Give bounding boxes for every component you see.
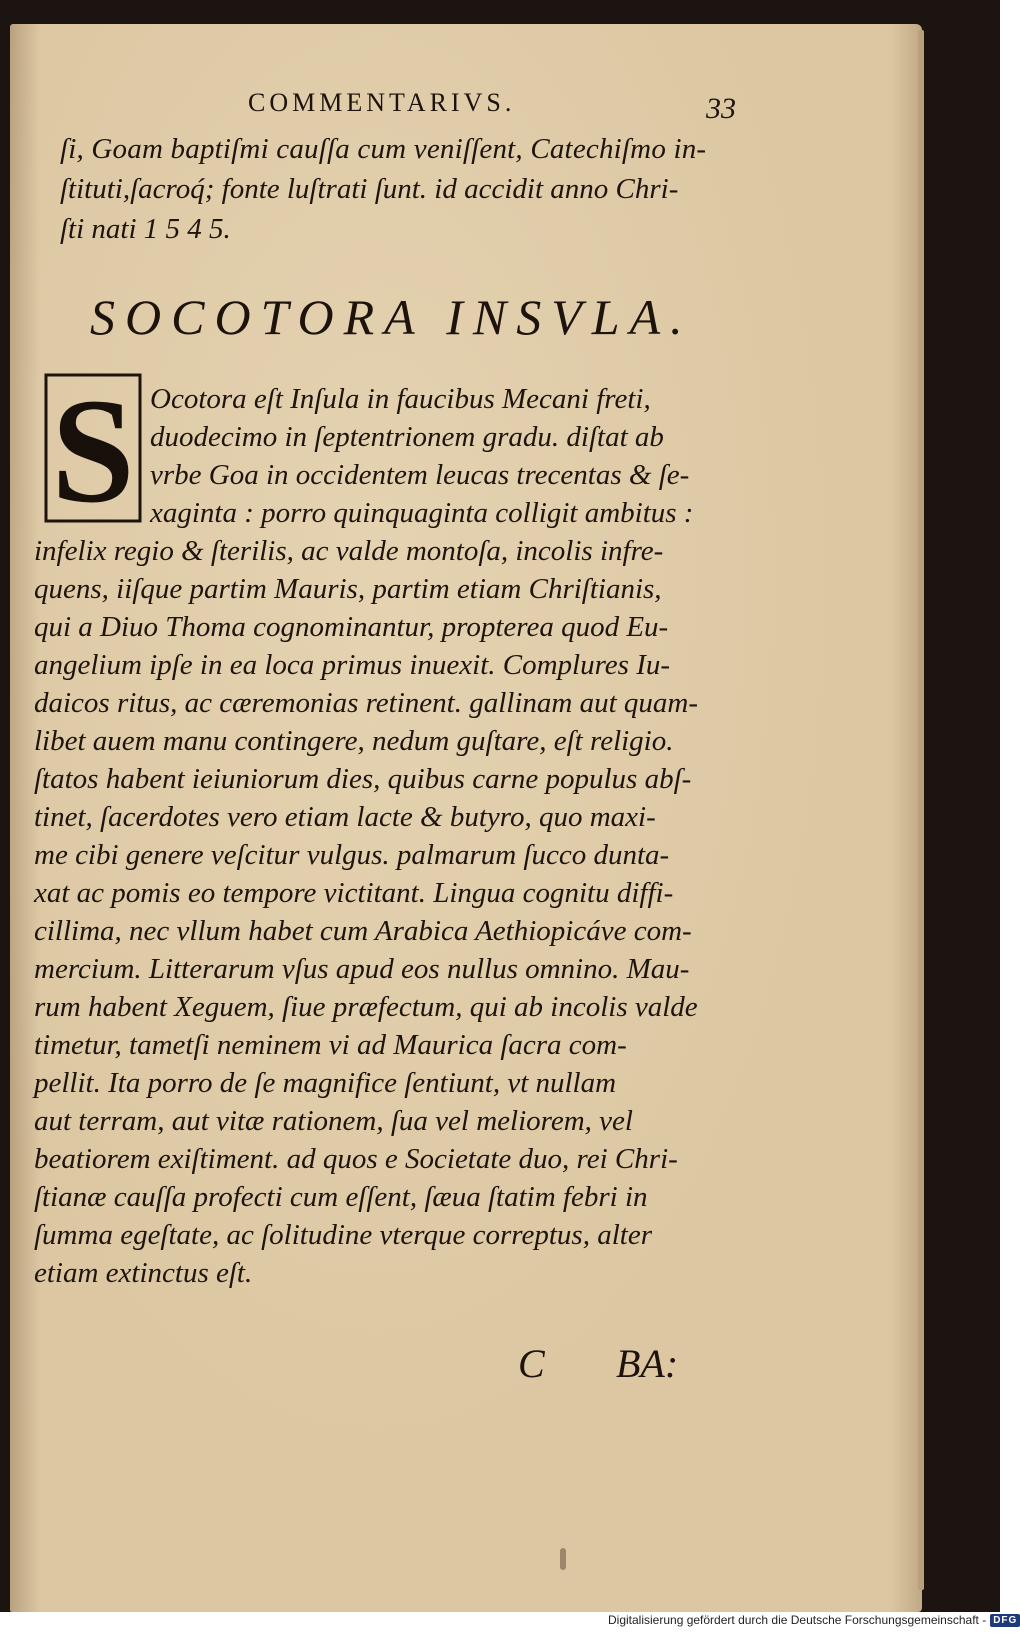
text-line: rum habent Xeguem, ſiue præfectum, qui ab incolis valde — [34, 991, 698, 1023]
text-line: me cibi genere veſcitur vulgus. palmarum ſucco dunta- — [34, 839, 670, 871]
text-line: angelium ipſe in ea loca primus inuexit. Complures Iu- — [34, 649, 671, 681]
drop-cap-initial — [44, 368, 142, 534]
page-edge — [918, 30, 924, 1590]
text-line: daicos ritus, ac cæremonias retinent. gallinam aut quam- — [34, 687, 698, 719]
text-line: xaginta : porro quinquaginta colligit ambitus : — [150, 497, 694, 529]
running-head: COMMENTARIVS. — [248, 88, 516, 117]
text-line: etiam extinctus eſt. — [34, 1257, 253, 1289]
text-line: ſtatos habent ieiuniorum dies, quibus carne populus abſ- — [34, 763, 692, 795]
text-line: mercium. Litterarum vſus apud eos nullus omnino. Mau- — [34, 953, 690, 985]
text-line: ſtianæ cauſſa profecti cum eſſent, ſæua ſtatim febri in — [34, 1181, 648, 1213]
text-line: aut terram, aut vitæ rationem, ſua vel meliorem, vel — [34, 1105, 633, 1137]
text-line: beatiorem exiſtiment. ad quos e Societate duo, rei Chri- — [34, 1143, 678, 1175]
digitization-footer — [608, 1613, 1020, 1627]
section-title: SOCOTORA INSVLA. — [90, 289, 693, 345]
text-line: qui a Diuo Thoma cognominantur, propterea quod Eu- — [34, 611, 669, 643]
svg-text:S: S — [51, 368, 135, 534]
signature-mark: C — [518, 1341, 545, 1386]
text-line: Ocotora eſt Inſula in faucibus Mecani freti, — [150, 383, 651, 415]
text-line: vrbe Goa in occidentem leucas trecentas & ſe- — [150, 459, 690, 491]
text-line: xat ac pomis eo tempore victitant. Lingua cognitu diffi- — [34, 877, 674, 909]
page-number: 33 — [706, 92, 736, 125]
text-line: duodecimo in ſeptentrionem gradu. diſtat ab — [150, 421, 664, 453]
text-line: ſti nati 1 5 4 5. — [60, 213, 231, 245]
catchword: BA: — [616, 1341, 679, 1386]
dfg-logo-icon: DFG — [990, 1614, 1020, 1627]
text-line: tinet, ſacerdotes vero etiam lacte & butyro, quo maxi- — [34, 801, 656, 833]
text-line: ſtituti,ſacroq́; fonte luſtrati ſunt. id accidit anno Chri- — [60, 173, 679, 205]
text-line: quens, iiſque partim Mauris, partim etiam Chriſtianis, — [34, 573, 662, 605]
text-line: ſi, Goam baptiſmi cauſſa cum veniſſent, Catechiſmo in- — [60, 133, 707, 165]
text-line: libet auem manu contingere, nedum guſtare, eſt religio. — [34, 725, 674, 757]
text-line: infelix regio & ſterilis, ac valde montoſa, incolis infre- — [34, 535, 664, 567]
text-line: timetur, tametſi neminem vi ad Maurica ſacra com- — [34, 1029, 627, 1061]
ink-smudge — [560, 1548, 566, 1570]
text-line: ſumma egeſtate, ac ſolitudine vterque correptus, alter — [34, 1219, 652, 1251]
drop-cap-s-icon — [44, 368, 142, 534]
footer-text: Digitalisierung gefördert durch die Deutsche Forschungsgemeinschaft - — [608, 1613, 987, 1627]
text-line: pellit. Ita porro de ſe magnifice ſentiunt, vt nullam — [34, 1067, 617, 1099]
text-line: cillima, nec vllum habet cum Arabica Aethiopicáve com- — [34, 915, 692, 947]
